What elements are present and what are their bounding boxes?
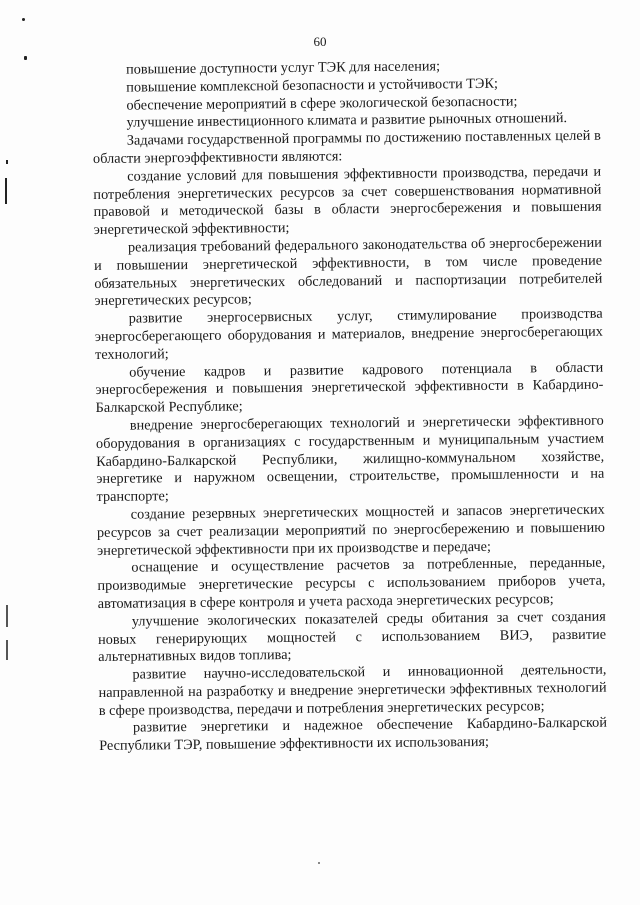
paragraph: Задачами государственной программы по достижению поставленных целей в области энергоэффективности являются: [92, 127, 601, 167]
paragraph: внедрение энергосберегающих технологий и энергетически эффективного оборудования в организациях с государственным и муниципальным участием Кабардино-Балкарской Республики, жилищно-коммунальном хозяйстве, энергетике и наружном освещении, строительстве, промышленности и на транспорте; [95, 412, 605, 506]
paragraph: развитие энергосервисных услуг, стимулирование производства энергосберегающего оборудования и материалов, внедрение энергосберегающих технологий; [94, 305, 603, 363]
paragraph: развитие научно-исследовательской и инновационной деятельности, направленной на разработку и внедрение энергетически эффективных технологий в сфере производства, передачи и потребления энергетических ресурсов; [98, 661, 607, 719]
document-body [92, 57, 607, 756]
margin-bar-mark [5, 178, 7, 204]
paragraph: создание условий для повышения эффективности производства, передачи и потребления энергетических ресурсов за счет совершенствования нормативной правовой и методической базы в области энергосбережения и повышения энергетической эффективности; [93, 163, 602, 239]
margin-dot-mark [22, 18, 25, 21]
paragraph: реализация требований федерального законодательства об энергосбережении и повышении энергетической эффективности, в том числе проведение обязательных энергетических обследований и паспортизации потребителей энергетических ресурсов; [94, 234, 603, 310]
paragraph: повышение комплексной безопасности и устойчивости ТЭК; [126, 75, 499, 96]
scan-speck [318, 862, 320, 864]
paragraph: оснащение и осуществление расчетов за потребленные, переданные, производимые энергетические ресурсы с использованием приборов учета, автоматизация в сфере контроля и учета расхода энергетических ресурсов; [97, 554, 606, 612]
page-number: 60 [313, 34, 327, 49]
paragraph: обучение кадров и развитие кадрового потенциала в области энергосбережения и повышения энергетической эффективности в Кабардино-Балкарской Республике; [95, 359, 604, 417]
margin-dot-mark [24, 56, 27, 60]
margin-tick-mark [6, 160, 8, 164]
margin-scan-mark [6, 640, 8, 660]
paragraph: обеспечение мероприятий в сфере экологической безопасности; [126, 93, 518, 114]
paragraph: улучшение инвестиционного климата и развитие рыночных отношений. [126, 110, 568, 132]
margin-scan-mark [6, 605, 8, 627]
paragraph: создание резервных энергетических мощностей и запасов энергетических ресурсов за счет реализации мероприятий по энергосбережению и повышению энергетической эффективности при их производстве и передаче; [96, 501, 605, 559]
paragraph: повышение доступности услуг ТЭК для населения; [125, 58, 441, 78]
paragraph: улучшение экологических показателей среды обитания за счет создания новых генерирующих мощностей с использованием ВИЭ, развитие альтернативных видов топлива; [97, 608, 607, 666]
paragraph: развитие энергетики и надежное обеспечение Кабардино-Балкарской Республики ТЭР, повышение эффективности их использования; [99, 715, 608, 755]
